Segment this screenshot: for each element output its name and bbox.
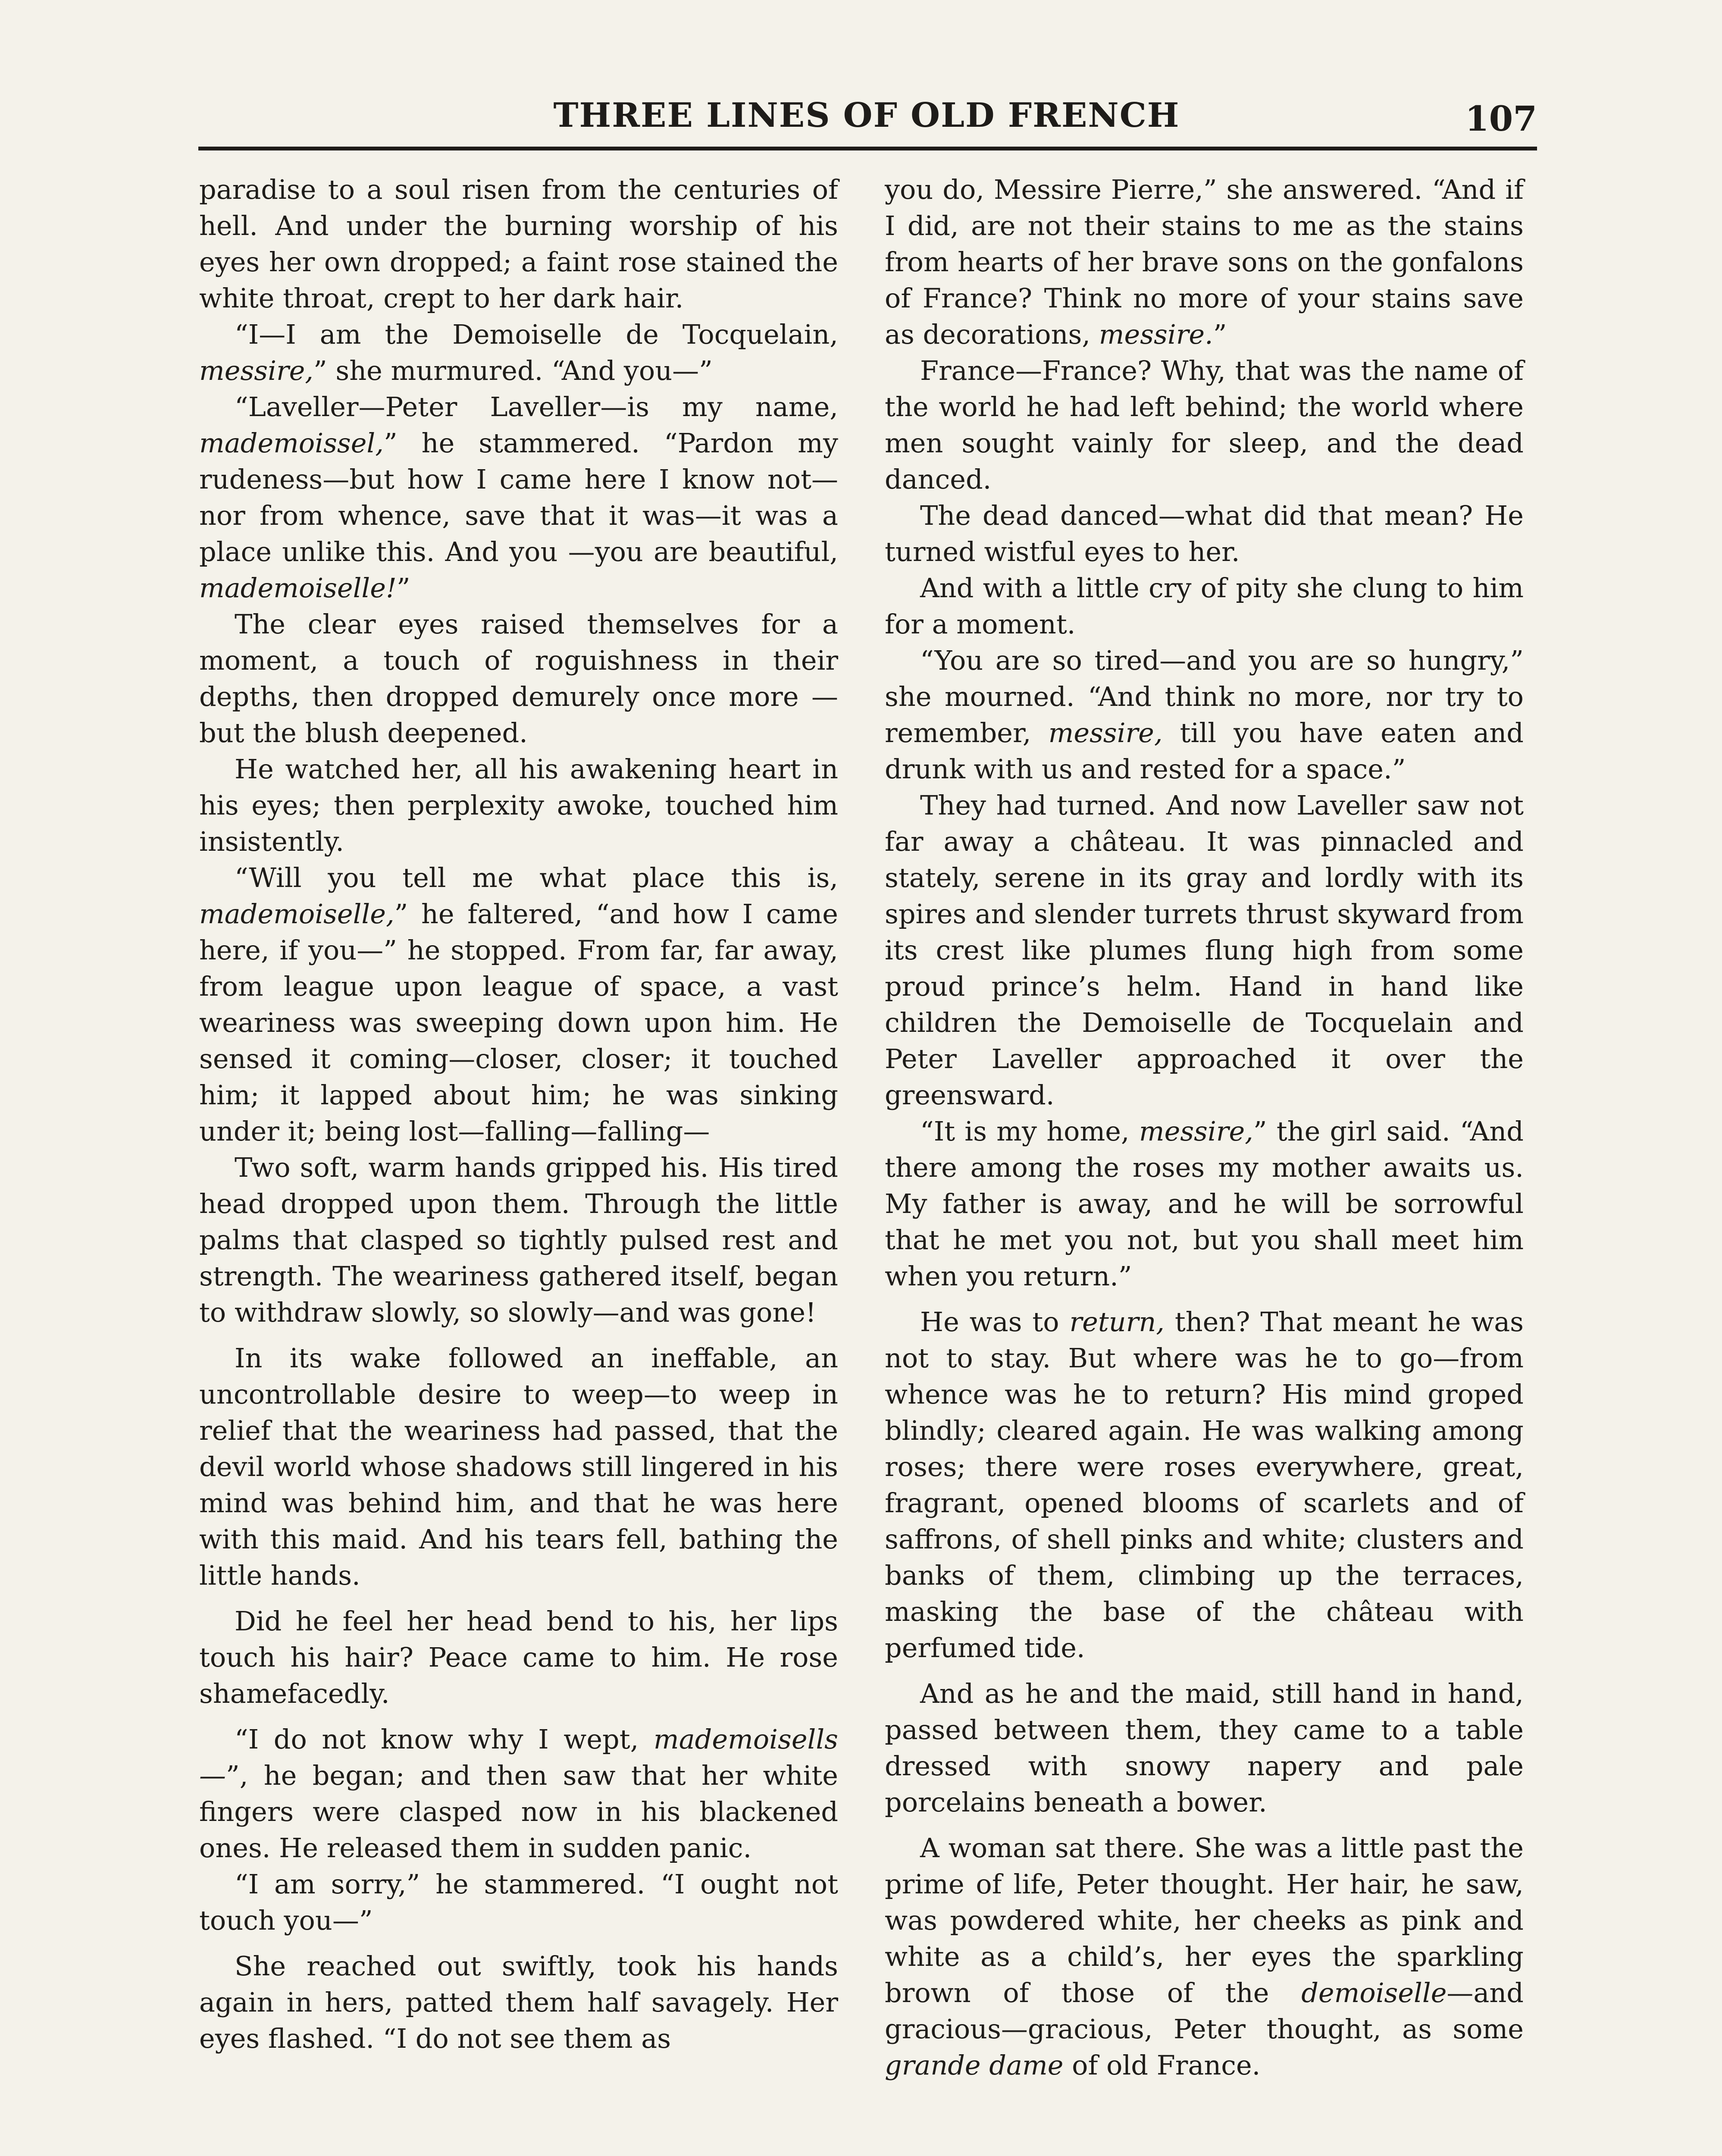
paragraph-text: Two soft, warm hands gripped his. His tired head dropped upon them. Through the little palms that clasped so tightly pulsed rest and strength. The weariness gathered itself, began to withdraw slowly, so slowly—and was gone! [199,1152,838,1328]
paragraph-text: ” [396,572,410,604]
italic-text: demoiselle [1301,1977,1447,2009]
paragraph-text: “Will you tell me what place this is, [235,862,838,893]
paragraph [885,172,1524,353]
paragraph-text: ” he stammered. “Pardon my rudeness—but how I came here I know not—nor from whence, save that it was—it was a place unlike this. And you —you are beautiful, [199,427,838,567]
paragraph [885,787,1524,1113]
paragraph [199,389,838,606]
page-title: THREE LINES OF OLD FRENCH [553,96,1180,135]
left-text-column [199,172,838,2057]
paragraph-text: of old France. [1063,2049,1261,2081]
paragraph [199,1948,838,2057]
italic-text: messire, [199,355,313,386]
right-text-column [885,172,1524,2084]
paragraph [199,1340,838,1594]
paragraph-text: And as he and the maid, still hand in hand, passed between them, they came to a table dressed with snowy napery and pale porcelains beneath a bower. [885,1678,1524,1818]
italic-text: messire, [1048,717,1163,749]
paragraph [199,606,838,751]
paragraph-text: A woman sat there. She was a little past the prime of life, Peter thought. Her hair, he saw, was powdered white, her cheeks as pink and white as a child’s, her eyes the sparkling brown of those of the [885,1832,1524,2009]
paragraph-text: ” [1213,319,1227,350]
paragraph [885,1304,1524,1666]
paragraph [885,570,1524,642]
paragraph [885,1830,1524,2084]
paragraph-text: He was to [920,1306,1070,1338]
paragraph-text: The clear eyes raised themselves for a moment, a touch of roguishness in their depths, then dropped demurely once more —but the blush deepened. [199,608,838,749]
paragraph [885,642,1524,787]
italic-text: mademoiselle, [199,898,394,930]
paragraph-text: ”, he began; and then saw that her white fingers were clasped now in his blackened ones. He released them in sudden panic. [199,1760,838,1864]
paragraph [885,498,1524,570]
paragraph-text: “Laveller—Peter Laveller—is my name, [235,391,838,423]
page-number: 107 [1465,98,1537,139]
paragraph-text: France—France? Why, that was the name of the world he had left behind; the world where men sought vainly for sleep, and the dead danced. [885,355,1524,495]
italic-text: mademoissel, [199,427,384,459]
paragraph [199,317,838,389]
paragraph-text: then? That meant he was not to stay. But where was he to go—from whence was he to return? His mind groped blindly; cleared again. He was walking among roses; there were roses everywhere, great, fragrant, opened blooms of scarlets and of saffrons, of shell pinks and white; clusters and banks of them, climbing up the terraces, masking the base of the château with perfumed tide. [885,1306,1524,1664]
italic-text: return, [1069,1306,1165,1338]
italic-text: mademoiselle! [199,572,397,604]
paragraph-text: you do, Messire Pierre,” she answered. “And if I did, are not their stains to me as the stains from hearts of her brave sons on the gonfalons of France? Think no more of your stains save as decorations, [885,174,1524,350]
paragraph-text: In its wake followed an ineffable, an uncontrollable desire to weep—to weep in relief that the weariness had passed, that the devil world whose shadows still lingered in his mind was behind him, and that he was here with this maid. And his tears fell, bathing the little hands. [199,1342,838,1591]
paragraph [199,1866,838,1939]
paragraph-text: She reached out swiftly, took his hands again in hers, patted them half savagely. Her eyes flashed. “I do not see them as [199,1950,838,2054]
paragraph-text: “You are so tired—and you are so hungry,” she mourned. “And think no more, nor try to remember, [885,645,1524,749]
paragraph [199,860,838,1150]
paragraph [199,1603,838,1712]
paragraph [199,751,838,860]
italic-text: grande dame [885,2049,1064,2081]
header-rule [198,147,1537,150]
paragraph-text: And with a little cry of pity she clung to him for a moment. [885,572,1524,640]
italic-text: messire. [1099,319,1213,350]
paragraph-text: till you have eaten and drunk with us and rested for a space.” [885,717,1524,785]
italic-text: mademoisells— [199,1724,838,1791]
paragraph-text: paradise to a soul risen from the centuries of hell. And under the burning worship of his eyes her own dropped; a faint rose stained the white throat, crept to her dark hair. [199,174,838,314]
paragraph [199,1721,838,1866]
paragraph [199,1150,838,1331]
paragraph-text: ” the girl said. “And there among the roses my mother awaits us. My father is away, and he will be sorrowful that he met you not, but you shall meet him when you return.” [885,1116,1524,1292]
paragraph-text: They had turned. And now Laveller saw not far away a château. It was pinnacled and stately, serene in its gray and lordly with its spires and slender turrets thrust skyward from its crest like plumes flung high from some proud prince’s helm. Hand in hand like children the Demoiselle de Tocquelain and Peter Laveller approached it over the greensward. [885,790,1524,1111]
paragraph-text: “I—I am the Demoiselle de Tocquelain, [235,319,838,350]
paragraph-text: ” she murmured. “And you—” [313,355,713,386]
paragraph-text: Did he feel her head bend to his, her lips touch his hair? Peace came to him. He rose shamefacedly. [199,1605,838,1709]
paragraph-text: “It is my home, [920,1116,1139,1147]
paragraph-text: The dead danced—what did that mean? He turned wistful eyes to her. [885,500,1524,567]
paragraph [885,1113,1524,1294]
paragraph [199,172,838,317]
paragraph-text: “I do not know why I wept, [235,1724,654,1755]
paragraph-text: ” he faltered, “and how I came here, if you—” he stopped. From far, far away, from league upon league of space, a vast weariness was sweeping down upon him. He sensed it coming—closer, closer; it touched him; it lapped about him; he was sinking under it; being lost—falling—falling— [199,898,838,1147]
running-head [196,96,1537,147]
paragraph [885,1676,1524,1821]
italic-text: messire, [1139,1116,1253,1147]
paragraph-text: He watched her, all his awakening heart in his eyes; then perplexity awoke, touched him insistently. [199,753,838,857]
paragraph [885,353,1524,498]
paragraph-text: “I am sorry,” he stammered. “I ought not touch you—” [199,1868,838,1936]
paragraph-text: —and gracious—gracious, Peter thought, as some [885,1977,1524,2045]
